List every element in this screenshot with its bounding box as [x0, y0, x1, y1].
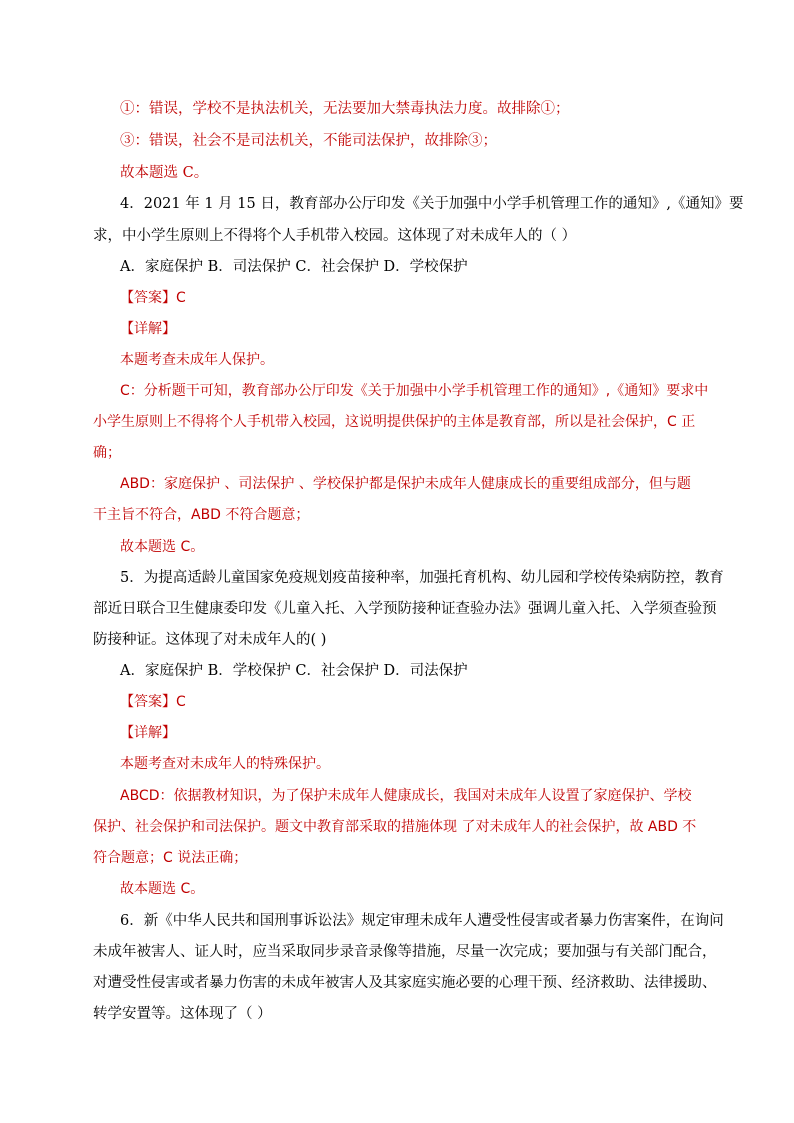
detail-line: 保护、社会保护和司法保护。题文中教育部采取的措施体现 了对未成年人的社会保护，故 ABD 不 [93, 819, 697, 835]
question-6-text: 6．新《中华人民共和国刑事诉讼法》规定审理未成年人遭受性侵害或者暴力伤害案件，在询问 [120, 913, 724, 929]
question-6-text: 对遭受性侵害或者暴力伤害的未成年被害人及其家庭实施必要的心理干预、经济救助、法律援助、 [93, 975, 717, 991]
question-5-text: 5．为提高适龄儿童国家免疫规划疫苗接种率，加强托育机构、幼儿园和学校传染病防控，教育 [120, 570, 724, 586]
conclusion-line: 故本题选 C。 [120, 165, 209, 181]
question-5-text: 部近日联合卫生健康委印发《儿童入托、入学预防接种证查验办法》强调儿童入托、入学须查验预 [93, 601, 717, 617]
question-5-detail-label: 【详解】 [120, 725, 176, 741]
detail-line: 干主旨不符合，ABD 不符合题意； [93, 507, 310, 523]
detail-line: ABD：家庭保护 、司法保护 、学校保护都是保护未成年人健康成长的重要组成部分，但与题 [120, 476, 691, 492]
conclusion-line: 故本题选 C。 [120, 881, 205, 897]
question-4-detail-label: 【详解】 [120, 321, 176, 337]
explanation-line: ③：错误，社会不是司法机关，不能司法保护，故排除③； [120, 133, 497, 149]
explanation-line: ①：错误，学校不是执法机关，无法要加大禁毒执法力度。故排除①； [120, 101, 570, 117]
question-5-answer: 【答案】C [120, 694, 186, 710]
detail-line: 小学生原则上不得将个人手机带入校园，这说明提供保护的主体是教育部，所以是社会保护，C 正 [93, 414, 696, 430]
question-5-options: A．家庭保护 B．学校保护 C．社会保护 D．司法保护 [120, 663, 468, 679]
question-6-text: 转学安置等。这体现了（ ） [93, 1006, 272, 1022]
detail-line: C：分析题干可知，教育部办公厅印发《关于加强中小学手机管理工作的通知》,《通知》要求中 [120, 383, 709, 399]
detail-line: ABCD：依据教材知识，为了保护未成年人健康成长，我国对未成年人设置了家庭保护、学校 [120, 788, 692, 804]
question-4-text: 4．2021 年 1 月 15 日，教育部办公厅印发《关于加强中小学手机管理工作的通知》,《通知》要 [120, 196, 744, 212]
detail-line: 本题考查对未成年人的特殊保护。 [120, 756, 330, 772]
conclusion-line: 故本题选 C。 [120, 539, 205, 555]
detail-line: 确； [93, 445, 121, 461]
question-4-answer: 【答案】C [120, 290, 186, 306]
question-5-text: 防接种证。这体现了对未成年人的( ) [93, 632, 327, 648]
question-4-options: A．家庭保护 B．司法保护 C．社会保护 D．学校保护 [120, 259, 468, 275]
question-4-text: 求，中小学生原则上不得将个人手机带入校园。这体现了对未成年人的（ ） [93, 228, 577, 244]
question-6-text: 未成年被害人、证人时，应当采取同步录音录像等措施，尽量一次完成；要加强与有关部门配合， [93, 944, 717, 960]
detail-line: 本题考查未成年人保护。 [120, 352, 274, 368]
detail-line: 符合题意；C 说法正确； [93, 850, 248, 866]
